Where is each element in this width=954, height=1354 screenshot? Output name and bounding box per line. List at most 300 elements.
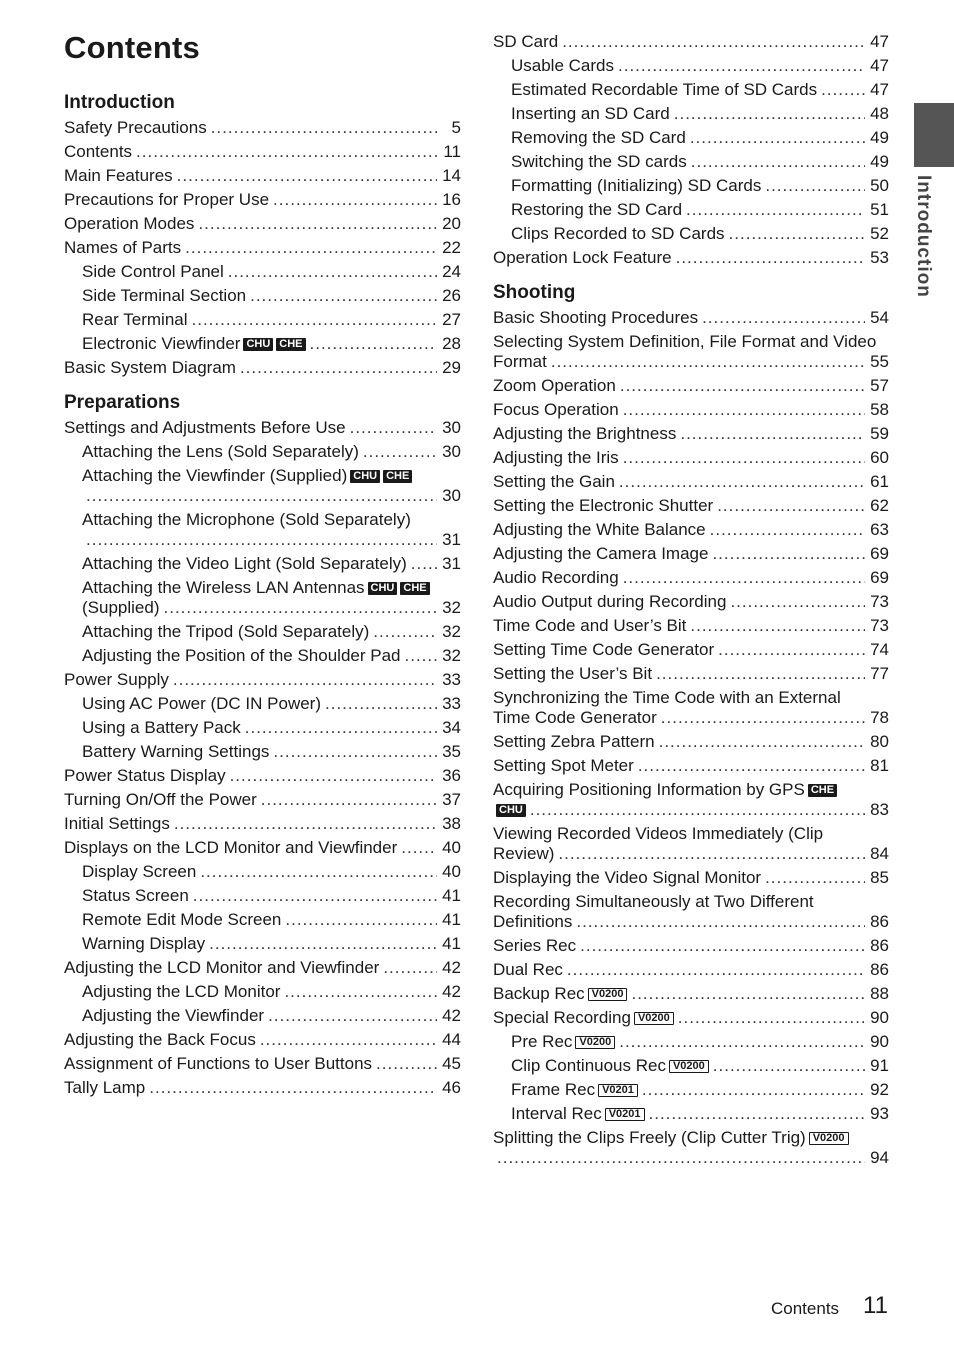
dot-leader [273,190,437,210]
toc-entry-title: Names of Parts [64,238,182,257]
toc-entry-title: Safety Precautions [64,118,207,137]
toc-entry[interactable] [64,644,461,668]
toc-entry-title: Setting the User’s Bit [493,664,653,683]
toc-entry-page: 26 [442,286,461,305]
dot-leader [623,400,865,420]
toc-entry[interactable] [493,150,889,174]
toc-entry-title: Dual Rec [493,960,563,979]
toc-entry-title: Adjusting the Camera Image [493,544,709,563]
toc-entry[interactable] [64,980,461,1004]
toc-entry-title: Adjusting the Brightness [493,424,677,443]
toc-entry[interactable] [493,198,889,222]
toc-entry-title: Formatting (Initializing) SD Cards [511,176,762,195]
toc-entry-page: 83 [870,800,889,819]
toc-entry-title-wrap [493,592,726,612]
toc-entry[interactable] [64,908,461,932]
toc-entry-title: Backup Rec [493,984,585,1003]
toc-entry-page: 54 [870,308,889,327]
toc-entry-page: 80 [870,732,889,751]
toc-entry-title-wrap [493,400,619,420]
toc-entry-page: 47 [870,56,889,75]
toc-entry-page: 46 [442,1078,461,1097]
toc-entry[interactable] [64,440,461,464]
toc-entry[interactable] [64,1028,461,1052]
footer-page-number: 11 [863,1292,888,1319]
toc-entry-page: 84 [870,844,889,863]
toc-entry[interactable] [493,934,889,958]
toc-entry-title: Using AC Power (DC IN Power) [82,694,322,713]
toc-entry-page: 53 [870,248,889,267]
toc-entry-title-continued: Time Code Generator [493,708,657,727]
toc-entry-title: Settings and Adjustments Before Use [64,418,346,437]
toc-entry-title-wrap [64,1078,145,1098]
dot-leader [376,1054,437,1074]
toc-entry-title: Adjusting the Iris [493,448,619,467]
toc-entry-title: Operation Modes [64,214,195,233]
toc-entry-title-wrap [82,262,224,282]
dot-leader [656,664,865,684]
dot-leader [620,376,865,396]
dot-leader [497,1148,865,1168]
toc-entry[interactable] [493,958,889,982]
toc-entry[interactable] [493,1054,889,1078]
toc-entry-title-wrap [64,166,173,186]
dot-leader [198,214,437,234]
toc-entry-title: Initial Settings [64,814,170,833]
toc-entry[interactable] [64,260,461,284]
toc-entry[interactable] [64,668,461,692]
toc-entry-page: 49 [870,152,889,171]
toc-left-column [64,90,461,1100]
toc-entry-page: 62 [870,496,889,515]
toc-entry[interactable] [493,822,889,866]
toc-entry[interactable] [64,116,461,140]
section-tab-label: Introduction [913,175,934,298]
toc-entry[interactable] [64,552,461,576]
toc-entry[interactable] [64,836,461,860]
toc-entry-title-wrap [493,544,708,564]
dot-leader [411,554,437,574]
toc-entry[interactable] [64,860,461,884]
toc-entry[interactable] [493,662,889,686]
toc-entry[interactable] [64,740,461,764]
toc-entry[interactable] [64,1076,461,1100]
toc-entry[interactable] [493,542,889,566]
toc-entry-page: 36 [442,766,461,785]
toc-entry[interactable] [493,446,889,470]
model-badge-che: CHE [400,582,429,595]
toc-entry[interactable] [64,308,461,332]
toc-entry[interactable] [64,932,461,956]
dot-leader [250,286,437,306]
toc-entry[interactable] [493,1006,889,1030]
dot-leader [230,766,437,786]
model-badge-chu: CHU [368,582,398,595]
toc-entry[interactable] [493,778,889,822]
section-heading: Introduction [64,92,175,113]
toc-entry-title-wrap [64,118,207,138]
toc-entry-page: 47 [870,32,889,51]
dot-leader [690,616,865,636]
toc-entry-page: 94 [870,1148,889,1167]
toc-entry-title-wrap [493,756,634,776]
toc-entry[interactable] [493,422,889,446]
toc-entry-title: Clips Recorded to SD Cards [511,224,725,243]
toc-entry-page: 91 [870,1056,889,1075]
toc-entry-title-wrap [64,358,236,378]
toc-entry-title: Special Recording [493,1008,631,1027]
toc-entry[interactable] [493,494,889,518]
toc-entry-page: 24 [442,262,461,281]
toc-entry-page: 37 [442,790,461,809]
dot-leader [691,152,865,172]
toc-entry[interactable] [493,566,889,590]
toc-entry[interactable] [64,332,461,356]
toc-entry-page: 88 [870,984,889,1003]
toc-entry-title: Attaching the Microphone (Sold Separately) [82,510,411,529]
toc-entry-title-wrap [493,936,576,956]
toc-entry-title-wrap [511,56,614,76]
toc-entry-page: 86 [870,912,889,931]
toc-entry-title-wrap [82,862,196,882]
toc-entry[interactable] [64,812,461,836]
toc-entry[interactable] [64,764,461,788]
toc-entry-page: 30 [442,442,461,461]
toc-entry[interactable] [64,236,461,260]
dot-leader [765,176,865,196]
toc-entry-title-wrap [493,376,616,396]
toc-entry-page: 42 [442,982,461,1001]
toc-entry[interactable] [64,416,461,440]
toc-entry-title-continued: (Supplied) [82,598,160,617]
toc-entry-page: 28 [442,334,461,353]
toc-entry-title-wrap [64,814,170,834]
dot-leader [401,838,437,858]
toc-entry[interactable] [64,884,461,908]
toc-entry[interactable] [493,638,889,662]
toc-entry[interactable] [493,374,889,398]
toc-entry-title: Status Screen [82,886,189,905]
toc-entry-title-wrap [511,1080,638,1100]
toc-entry[interactable] [493,78,889,102]
toc-entry[interactable] [64,140,461,164]
toc-entry-title-wrap [82,310,188,330]
toc-entry-page: 22 [442,238,461,257]
toc-entry[interactable] [64,788,461,812]
toc-entry[interactable] [64,464,461,508]
toc-entry-title: Estimated Recordable Time of SD Cards [511,80,818,99]
toc-entry-title-wrap [82,982,280,1002]
model-badge-che: CHE [383,470,412,483]
toc-entry-title: Attaching the Lens (Sold Separately) [82,442,359,461]
dot-leader [562,32,865,52]
toc-entry[interactable] [493,330,889,374]
dot-leader [821,80,865,100]
toc-entry-title: Viewing Recorded Videos Immediately (Clip [493,824,824,843]
toc-entry-title: Series Rec [493,936,577,955]
toc-entry-title: Removing the SD Card [511,128,686,147]
toc-entry-title: Displaying the Video Signal Monitor [493,868,762,887]
toc-entry-page: 40 [442,862,461,881]
toc-entry-title-wrap [511,1056,709,1076]
dot-leader [623,448,865,468]
toc-entry-title-wrap [82,286,246,306]
toc-entry-title: Time Code and User’s Bit [493,616,687,635]
toc-entry-title-wrap [82,886,189,906]
toc-entry[interactable] [64,356,461,380]
toc-entry-title: Setting the Gain [493,472,615,491]
dot-leader [185,238,437,258]
toc-entry[interactable] [493,754,889,778]
dot-leader [730,592,865,612]
toc-entry-page: 41 [442,910,461,929]
dot-leader [164,598,438,618]
toc-entry-title-wrap [64,790,257,810]
dot-leader [551,352,865,372]
toc-entry-title-wrap [64,1054,372,1074]
toc-entry[interactable] [493,730,889,754]
model-badge-v0200: V0200 [634,1012,674,1025]
toc-entry-title: SD Card [493,32,559,51]
toc-entry-title: Remote Edit Mode Screen [82,910,282,929]
toc-entry-title: Pre Rec [511,1032,573,1051]
toc-entry-page: 81 [870,756,889,775]
toc-entry-title-continued: Format [493,352,547,371]
toc-entry[interactable] [64,188,461,212]
section-tab-marker [914,103,954,167]
toc-entry[interactable] [493,890,889,934]
dot-leader [211,118,437,138]
toc-entry-title-wrap [64,670,169,690]
toc-entry-title: Frame Rec [511,1080,596,1099]
toc-entry[interactable] [493,1126,889,1170]
toc-entry-page: 90 [870,1032,889,1051]
toc-entry[interactable] [493,1030,889,1054]
toc-entry-title-wrap [493,32,558,52]
toc-entry-title: Audio Output during Recording [493,592,727,611]
toc-entry[interactable] [493,306,889,330]
dot-leader [712,544,865,564]
toc-entry-page: 41 [442,934,461,953]
toc-entry[interactable] [64,284,461,308]
toc-entry[interactable] [493,614,889,638]
dot-leader [373,622,437,642]
dot-leader [619,472,865,492]
model-badge-v0200: V0200 [588,988,628,1001]
toc-entry-page: 49 [870,128,889,147]
page-title: Contents [64,30,200,65]
toc-entry-page: 42 [442,958,461,977]
toc-entry[interactable] [493,174,889,198]
toc-entry-title-wrap [82,442,359,462]
toc-entry-title-wrap [493,496,713,516]
toc-entry-page: 74 [870,640,889,659]
toc-entry-title: Setting Time Code Generator [493,640,715,659]
toc-entry-page: 57 [870,376,889,395]
toc-entry-page: 35 [442,742,461,761]
toc-entry-page: 45 [442,1054,461,1073]
dot-leader [86,486,437,506]
toc-entry-title: Audio Recording [493,568,619,587]
toc-entry[interactable] [493,866,889,890]
dot-leader [228,262,437,282]
toc-entry-page: 11 [443,142,461,161]
toc-entry-title-wrap [64,142,132,162]
toc-entry-title: Clip Continuous Rec [511,1056,666,1075]
toc-entry[interactable] [493,518,889,542]
dot-leader [200,862,437,882]
dot-leader [350,418,437,438]
toc-entry[interactable] [64,1052,461,1076]
toc-entry-page: 32 [442,598,461,617]
section-heading: Preparations [64,392,181,413]
dot-leader [713,1056,865,1076]
toc-entry[interactable] [493,982,889,1006]
toc-entry-page: 30 [442,418,461,437]
toc-entry-title: Warning Display [82,934,206,953]
model-badge-chu: CHU [350,470,380,483]
toc-entry-title: Side Control Panel [82,262,224,281]
model-badge-che: CHE [276,338,305,351]
toc-entry-title-wrap [82,742,269,762]
toc-entry-title-wrap [493,424,676,444]
toc-entry[interactable] [64,164,461,188]
toc-entry-page: 63 [870,520,889,539]
dot-leader [718,640,865,660]
dot-leader [177,166,437,186]
toc-entry-page: 16 [442,190,461,209]
toc-entry[interactable] [64,1004,461,1028]
toc-entry[interactable] [493,246,889,270]
dot-leader [261,790,437,810]
toc-entry-title: Adjusting the Position of the Shoulder Pad [82,646,401,665]
toc-entry[interactable] [64,692,461,716]
dot-leader [149,1078,437,1098]
model-badge-v0200: V0200 [809,1132,849,1145]
toc-entry[interactable] [64,508,461,552]
footer-label: Contents [771,1299,840,1318]
toc-entry-page: 59 [870,424,889,443]
model-badge-v0200: V0200 [669,1060,709,1073]
toc-entry-page: 32 [442,622,461,641]
toc-entry-page: 33 [442,694,461,713]
toc-entry[interactable] [493,30,889,54]
toc-entry[interactable] [493,54,889,78]
toc-entry[interactable] [493,1078,889,1102]
dot-leader [567,960,865,980]
toc-entry-page: 40 [442,838,461,857]
toc-entry-page: 38 [442,814,461,833]
toc-entry-page: 58 [870,400,889,419]
dot-leader [661,708,865,728]
toc-entry-title-wrap [511,104,670,124]
toc-entry-page: 31 [442,554,461,573]
toc-entry-title: Setting Spot Meter [493,756,634,775]
model-badge-v0200: V0200 [575,1036,615,1049]
toc-entry-title: Tally Lamp [64,1078,146,1097]
toc-entry[interactable] [493,126,889,150]
toc-entry-page: 34 [442,718,461,737]
toc-entry-title-wrap [511,200,682,220]
toc-entry-title: Displays on the LCD Monitor and Viewfinder [64,838,398,857]
toc-entry-title-wrap [493,732,655,752]
toc-entry-title-wrap [511,80,817,100]
dot-leader [678,1008,865,1028]
toc-entry[interactable] [64,212,461,236]
toc-entry-page: 48 [870,104,889,123]
dot-leader [623,568,865,588]
dot-leader [136,142,437,162]
toc-entry-title: Adjusting the Back Focus [64,1030,256,1049]
toc-entry-title-wrap [511,128,686,148]
model-badge-v0201: V0201 [598,1084,638,1097]
dot-leader [638,756,865,776]
toc-entry-title-wrap [493,984,627,1004]
toc-entry-title: Switching the SD cards [511,152,687,171]
toc-entry-title-wrap [82,554,407,574]
toc-entry-title-continued: Definitions [493,912,573,931]
toc-entry[interactable] [493,686,889,730]
toc-entry-title-wrap [64,838,397,858]
toc-entry-page: 14 [442,166,461,185]
toc-entry-title-wrap [82,694,321,714]
toc-entry[interactable] [493,590,889,614]
toc-entry-title: Recording Simultaneously at Two Different [493,892,814,911]
toc-entry-title-wrap [493,248,672,268]
toc-entry-title-wrap [64,190,269,210]
toc-entry-page: 5 [451,118,461,137]
toc-entry-page: 41 [442,886,461,905]
toc-entry-title: Focus Operation [493,400,619,419]
toc-right-column [493,30,889,1170]
toc-entry[interactable] [493,222,889,246]
toc-entry-title: Assignment of Functions to User Buttons [64,1054,373,1073]
toc-entry-page: 31 [442,530,461,549]
dot-leader [363,442,437,462]
toc-entry-title: Interval Rec [511,1104,602,1123]
toc-entry-page: 55 [870,352,889,371]
toc-entry-title-wrap [511,176,761,196]
toc-entry[interactable] [493,398,889,422]
dot-leader [173,670,437,690]
toc-entry[interactable] [493,470,889,494]
dot-leader [674,104,865,124]
toc-entry-title-wrap [493,616,686,636]
dot-leader [240,358,437,378]
toc-entry-title-wrap [82,718,241,738]
toc-entry-title-wrap [64,238,181,258]
toc-entry-title-wrap [493,448,619,468]
toc-entry-page: 73 [870,592,889,611]
toc-entry-title: Basic System Diagram [64,358,236,377]
toc-entry-title: Restoring the SD Card [511,200,683,219]
toc-entry[interactable] [64,956,461,980]
toc-entry-title-wrap [64,1030,256,1050]
toc-entry-title: Power Supply [64,670,169,689]
toc-entry[interactable] [493,102,889,126]
toc-entry-page: 92 [870,1080,889,1099]
toc-entry-title: Attaching the Viewfinder (Supplied) [82,466,348,485]
toc-entry[interactable] [64,716,461,740]
toc-entry-page: 69 [870,544,889,563]
toc-entry-title-wrap [493,664,652,684]
toc-entry-title: Adjusting the LCD Monitor and Viewfinder [64,958,380,977]
toc-entry[interactable] [64,576,461,620]
toc-entry[interactable] [64,620,461,644]
toc-entry-page: 52 [870,224,889,243]
toc-entry[interactable] [493,1102,889,1126]
toc-entry-title: Electronic Viewfinder [82,334,241,353]
